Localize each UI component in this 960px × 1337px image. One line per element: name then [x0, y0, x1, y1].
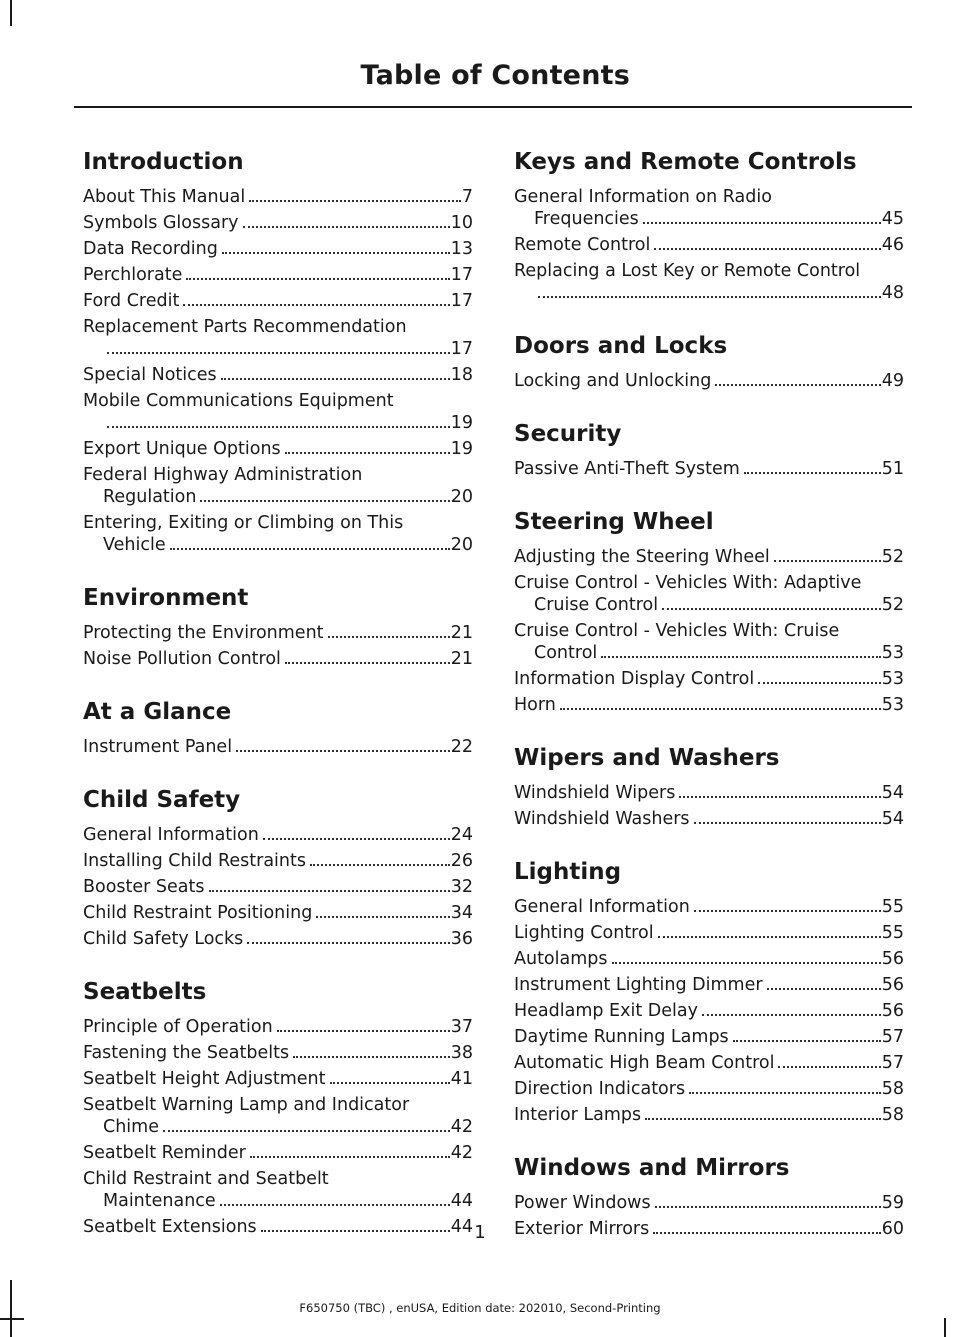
dot-leader: [221, 378, 450, 380]
entry-title: Remote Control: [514, 235, 651, 255]
dot-leader: [658, 936, 881, 938]
entry-title: Instrument Lighting Dimmer: [514, 975, 763, 995]
dot-leader: [560, 708, 881, 710]
page-ref: 19: [450, 439, 473, 459]
toc-entry[interactable]: [514, 546, 904, 568]
entry-title: Lighting Control: [514, 923, 654, 943]
toc-entry[interactable]: [83, 876, 473, 898]
toc-entry[interactable]: [514, 1192, 904, 1214]
page-ref: 20: [450, 535, 473, 555]
entry-line: [83, 1116, 473, 1138]
entry-line: [83, 412, 473, 434]
toc-entry[interactable]: [83, 736, 473, 758]
entry-line: [83, 1016, 473, 1038]
toc-entry[interactable]: [514, 694, 904, 716]
page-ref: 53: [881, 643, 904, 663]
entry-line: [83, 534, 473, 556]
toc-entry[interactable]: [514, 1078, 904, 1100]
entry-line: [83, 338, 473, 360]
entry-line: [83, 1190, 473, 1212]
page-ref: 34: [450, 903, 473, 923]
entry-title: Data Recording: [83, 239, 218, 259]
entry-title-continued: Cruise Control: [534, 595, 659, 615]
entry-title: Passive Anti-Theft System: [514, 459, 740, 479]
page-ref: 37: [450, 1017, 473, 1037]
entry-line: [83, 186, 473, 208]
entry-title: Windshield Washers: [514, 809, 690, 829]
dot-leader: [243, 226, 450, 228]
dot-leader: [645, 1118, 881, 1120]
toc-entry[interactable]: [83, 438, 473, 460]
entry-line: [514, 234, 904, 256]
page-ref: 55: [881, 897, 904, 917]
entry-title: General Information: [83, 825, 259, 845]
crop-mark-bottom-left-h: [0, 1318, 24, 1320]
page-ref: 10: [450, 213, 473, 233]
dot-leader: [200, 500, 449, 502]
entry-line: [514, 546, 904, 568]
toc-section: [83, 582, 473, 670]
toc-section: [514, 742, 904, 830]
page-ref: 38: [450, 1043, 473, 1063]
entry-line: [514, 1026, 904, 1048]
entry-title: Protecting the Environment: [83, 623, 324, 643]
entry-line: [83, 622, 473, 644]
toc-entry[interactable]: [83, 238, 473, 260]
page-ref: 19: [450, 413, 473, 433]
entry-title: Direction Indicators: [514, 1079, 686, 1099]
page-ref: 56: [881, 1001, 904, 1021]
entry-line: [514, 782, 904, 804]
entry-line: [514, 1192, 904, 1214]
entry-title: Information Display Control: [514, 669, 755, 689]
toc-entry[interactable]: [83, 316, 473, 360]
toc-section: [83, 784, 473, 950]
dot-leader: [316, 916, 449, 918]
page-ref: 13: [450, 239, 473, 259]
toc-entry[interactable]: [514, 1026, 904, 1048]
entry-title: Headlamp Exit Delay: [514, 1001, 698, 1021]
toc-entry[interactable]: [83, 648, 473, 670]
entry-title: Ford Credit: [83, 291, 180, 311]
dot-leader: [694, 910, 881, 912]
entry-title: Daytime Running Lamps: [514, 1027, 729, 1047]
dot-leader: [249, 200, 461, 202]
entry-title: Adjusting the Steering Wheel: [514, 547, 770, 567]
toc-entry[interactable]: [514, 260, 904, 304]
entry-title: Windshield Wipers: [514, 783, 676, 803]
page-ref: 18: [450, 365, 473, 385]
entry-title: Mobile Communications Equipment: [83, 391, 394, 411]
crop-mark-bottom-right: [944, 1318, 946, 1337]
toc-entry[interactable]: [83, 902, 473, 924]
entry-title-continued: Vehicle: [103, 535, 166, 555]
entry-line: [83, 850, 473, 872]
toc-section: [514, 146, 904, 304]
dot-leader: [285, 662, 450, 664]
page-ref: 49: [881, 371, 904, 391]
entry-title: Principle of Operation: [83, 1017, 273, 1037]
entry-title: Replacing a Lost Key or Remote Control: [514, 261, 861, 281]
dot-leader: [183, 304, 449, 306]
entry-title: Booster Seats: [83, 877, 205, 897]
toc-entry[interactable]: [83, 364, 473, 386]
section-heading: Seatbelts: [83, 979, 207, 1005]
entry-title: Fastening the Seatbelts: [83, 1043, 290, 1063]
entry-line: [514, 948, 904, 970]
entry-title: Special Notices: [83, 365, 217, 385]
page-ref: 58: [881, 1079, 904, 1099]
entry-line: [83, 438, 473, 460]
entry-title: Cruise Control - Vehicles With: Adaptive: [514, 573, 862, 593]
entry-line: [83, 238, 473, 260]
page-ref: 54: [881, 809, 904, 829]
section-heading: At a Glance: [83, 699, 232, 725]
entry-line: [83, 264, 473, 286]
entry-line: [83, 1042, 473, 1064]
page-ref: 42: [450, 1143, 473, 1163]
entry-title: Noise Pollution Control: [83, 649, 281, 669]
toc-section: [514, 506, 904, 716]
dot-leader: [236, 750, 450, 752]
entry-line: [83, 824, 473, 846]
toc-entry[interactable]: [83, 1094, 473, 1138]
entry-line: [83, 736, 473, 758]
entry-title: Child Safety Locks: [83, 929, 244, 949]
page-ref: 56: [881, 949, 904, 969]
entry-line: [83, 1142, 473, 1164]
toc-entry[interactable]: [83, 1142, 473, 1164]
entry-line: [514, 974, 904, 996]
dot-leader: [293, 1056, 450, 1058]
section-heading: Environment: [83, 585, 249, 611]
page-ref: 17: [450, 291, 473, 311]
toc-column-right: [514, 146, 904, 1266]
dot-leader: [758, 682, 881, 684]
dot-leader: [107, 352, 450, 354]
entry-title: Child Restraint Positioning: [83, 903, 313, 923]
entry-title: Autolamps: [514, 949, 608, 969]
entry-title-continued: Control: [534, 643, 598, 663]
page-ref: 20: [450, 487, 473, 507]
section-heading: Child Safety: [83, 787, 241, 813]
entry-line: [83, 648, 473, 670]
toc-entry[interactable]: [83, 1168, 473, 1212]
entry-line: [514, 458, 904, 480]
dot-leader: [643, 222, 881, 224]
entry-line: [83, 364, 473, 386]
entry-line: [514, 1078, 904, 1100]
toc-entry[interactable]: [514, 186, 904, 230]
entry-title: About This Manual: [83, 187, 246, 207]
dot-leader: [247, 942, 449, 944]
dot-leader: [330, 1082, 450, 1084]
toc-entry[interactable]: [83, 186, 473, 208]
entry-line: [514, 694, 904, 716]
entry-title: Federal Highway Administration: [83, 465, 363, 485]
dot-leader: [220, 1204, 450, 1206]
toc-entry[interactable]: [514, 370, 904, 392]
entry-title: Seatbelt Height Adjustment: [83, 1069, 326, 1089]
toc-entry[interactable]: [83, 464, 473, 508]
toc-section: [514, 856, 904, 1126]
entry-line: [514, 370, 904, 392]
dot-leader: [263, 838, 450, 840]
page-ref: 55: [881, 923, 904, 943]
entry-line: [514, 1000, 904, 1022]
toc-entry[interactable]: [514, 808, 904, 830]
dot-leader: [538, 296, 881, 298]
page-title: Table of Contents: [360, 60, 630, 91]
dot-leader: [328, 636, 450, 638]
toc-entry[interactable]: [514, 896, 904, 918]
toc-entry[interactable]: [514, 1000, 904, 1022]
entry-line: [514, 282, 904, 304]
page-ref: 57: [881, 1027, 904, 1047]
page-ref: 7: [461, 187, 473, 207]
page-ref: 59: [881, 1193, 904, 1213]
dot-leader: [654, 248, 880, 250]
dot-leader: [601, 656, 880, 658]
toc-entry[interactable]: [83, 850, 473, 872]
entry-title: Power Windows: [514, 1193, 651, 1213]
entry-line: [514, 808, 904, 830]
entry-line: [83, 1068, 473, 1090]
dot-leader: [170, 548, 450, 550]
dot-leader: [222, 252, 450, 254]
section-heading: Steering Wheel: [514, 509, 714, 535]
dot-leader: [715, 384, 880, 386]
entry-line: [514, 896, 904, 918]
entry-title: Entering, Exiting or Climbing on This: [83, 513, 404, 533]
entry-title: Export Unique Options: [83, 439, 281, 459]
section-heading: Lighting: [514, 859, 622, 885]
section-heading: Keys and Remote Controls: [514, 149, 857, 175]
crop-mark-top-left: [10, 0, 12, 26]
toc-entry[interactable]: [83, 824, 473, 846]
entry-line: [514, 594, 904, 616]
page-ref: 46: [881, 235, 904, 255]
entry-line: [83, 928, 473, 950]
entry-line: [514, 1104, 904, 1126]
toc-entry[interactable]: [83, 622, 473, 644]
page-ref: 52: [881, 547, 904, 567]
entry-line: [514, 922, 904, 944]
dot-leader: [107, 426, 450, 428]
page-ref: 60: [881, 1219, 904, 1239]
dot-leader: [744, 472, 881, 474]
entry-title: Seatbelt Reminder: [83, 1143, 246, 1163]
page-ref: 21: [450, 623, 473, 643]
dot-leader: [310, 864, 450, 866]
entry-title: Instrument Panel: [83, 737, 233, 757]
dot-leader: [774, 560, 881, 562]
entry-title-continued: Chime: [103, 1117, 159, 1137]
toc-entry[interactable]: [83, 264, 473, 286]
entry-title-continued: Regulation: [103, 487, 197, 507]
page-ref: 22: [450, 737, 473, 757]
dot-leader: [778, 1066, 880, 1068]
dot-leader: [186, 278, 449, 280]
entry-title: Replacement Parts Recommendation: [83, 317, 407, 337]
page-ref: 51: [881, 459, 904, 479]
entry-title: Perchlorate: [83, 265, 183, 285]
section-heading: Security: [514, 421, 622, 447]
toc-entry[interactable]: [514, 234, 904, 256]
toc-section: [83, 146, 473, 556]
entry-line: [83, 902, 473, 924]
toc-entry[interactable]: [514, 948, 904, 970]
toc-section: [514, 330, 904, 392]
toc-entry[interactable]: [514, 572, 904, 616]
section-heading: Doors and Locks: [514, 333, 728, 359]
page-ref: 26: [450, 851, 473, 871]
toc-entry[interactable]: [83, 1016, 473, 1038]
dot-leader: [694, 822, 881, 824]
entry-line: [514, 1052, 904, 1074]
page-ref: 41: [450, 1069, 473, 1089]
dot-leader: [679, 796, 880, 798]
page-ref: 52: [881, 595, 904, 615]
toc-entry[interactable]: [514, 620, 904, 664]
entry-line: [83, 486, 473, 508]
dot-leader: [285, 452, 450, 454]
toc-entry[interactable]: [83, 1042, 473, 1064]
dot-leader: [612, 962, 881, 964]
toc-entry[interactable]: [514, 1052, 904, 1074]
entry-title: Seatbelt Warning Lamp and Indicator: [83, 1095, 410, 1115]
page-ref: 56: [881, 975, 904, 995]
page-ref: 45: [881, 209, 904, 229]
toc-entry[interactable]: [514, 922, 904, 944]
entry-title: Symbols Glossary: [83, 213, 239, 233]
page-ref: 17: [450, 265, 473, 285]
page-ref: 44: [450, 1217, 473, 1237]
dot-leader: [250, 1156, 450, 1158]
toc-entry[interactable]: [83, 512, 473, 556]
toc-column-left: [83, 146, 473, 1264]
entry-line: [83, 290, 473, 312]
toc-entry[interactable]: [83, 1068, 473, 1090]
toc-entry[interactable]: [514, 974, 904, 996]
entry-line: [83, 212, 473, 234]
entry-title: Horn: [514, 695, 556, 715]
dot-leader: [702, 1014, 881, 1016]
dot-leader: [163, 1130, 450, 1132]
page-ref: 21: [450, 649, 473, 669]
dot-leader: [655, 1206, 881, 1208]
toc-entry[interactable]: [514, 458, 904, 480]
section-heading: Windows and Mirrors: [514, 1155, 790, 1181]
page-ref: 44: [450, 1191, 473, 1211]
page-number: 1: [474, 1222, 486, 1243]
dot-leader: [209, 890, 450, 892]
entry-title: Seatbelt Extensions: [83, 1217, 257, 1237]
page-ref: 32: [450, 877, 473, 897]
entry-line: [83, 876, 473, 898]
toc-entry[interactable]: [83, 390, 473, 434]
entry-line: [514, 208, 904, 230]
toc-entry[interactable]: [83, 212, 473, 234]
dot-leader: [767, 988, 881, 990]
entry-title: Exterior Mirrors: [514, 1219, 650, 1239]
entry-title: Child Restraint and Seatbelt: [83, 1169, 329, 1189]
entry-title: Automatic High Beam Control: [514, 1053, 775, 1073]
entry-title: General Information: [514, 897, 690, 917]
toc-entry[interactable]: [514, 782, 904, 804]
page-ref: 58: [881, 1105, 904, 1125]
dot-leader: [689, 1092, 881, 1094]
page-ref: 54: [881, 783, 904, 803]
toc-section: [83, 976, 473, 1238]
section-heading: Introduction: [83, 149, 244, 175]
dot-leader: [662, 608, 881, 610]
entry-title: General Information on Radio: [514, 187, 772, 207]
edition-line: F650750 (TBC) , enUSA, Edition date: 202010, Second-Printing: [299, 1301, 661, 1315]
page-ref: 48: [881, 283, 904, 303]
toc-entry[interactable]: [83, 290, 473, 312]
entry-line: [514, 668, 904, 690]
page-ref: 17: [450, 339, 473, 359]
toc-entry[interactable]: [514, 1104, 904, 1126]
page-ref: 57: [881, 1053, 904, 1073]
entry-title: Locking and Unlocking: [514, 371, 712, 391]
entry-title: Interior Lamps: [514, 1105, 642, 1125]
page-ref: 53: [881, 695, 904, 715]
page-ref: 24: [450, 825, 473, 845]
entry-title: Installing Child Restraints: [83, 851, 306, 871]
dot-leader: [733, 1040, 881, 1042]
toc-entry[interactable]: [83, 928, 473, 950]
toc-section: [83, 696, 473, 758]
page-ref: 36: [450, 929, 473, 949]
entry-line: [514, 642, 904, 664]
entry-title-continued: Maintenance: [103, 1191, 216, 1211]
header-rule: [74, 106, 912, 108]
page-ref: 53: [881, 669, 904, 689]
toc-section: [514, 418, 904, 480]
section-heading: Wipers and Washers: [514, 745, 780, 771]
entry-title: Cruise Control - Vehicles With: Cruise: [514, 621, 840, 641]
dot-leader: [277, 1030, 450, 1032]
entry-title-continued: Frequencies: [534, 209, 639, 229]
page-ref: 42: [450, 1117, 473, 1137]
toc-entry[interactable]: [514, 668, 904, 690]
